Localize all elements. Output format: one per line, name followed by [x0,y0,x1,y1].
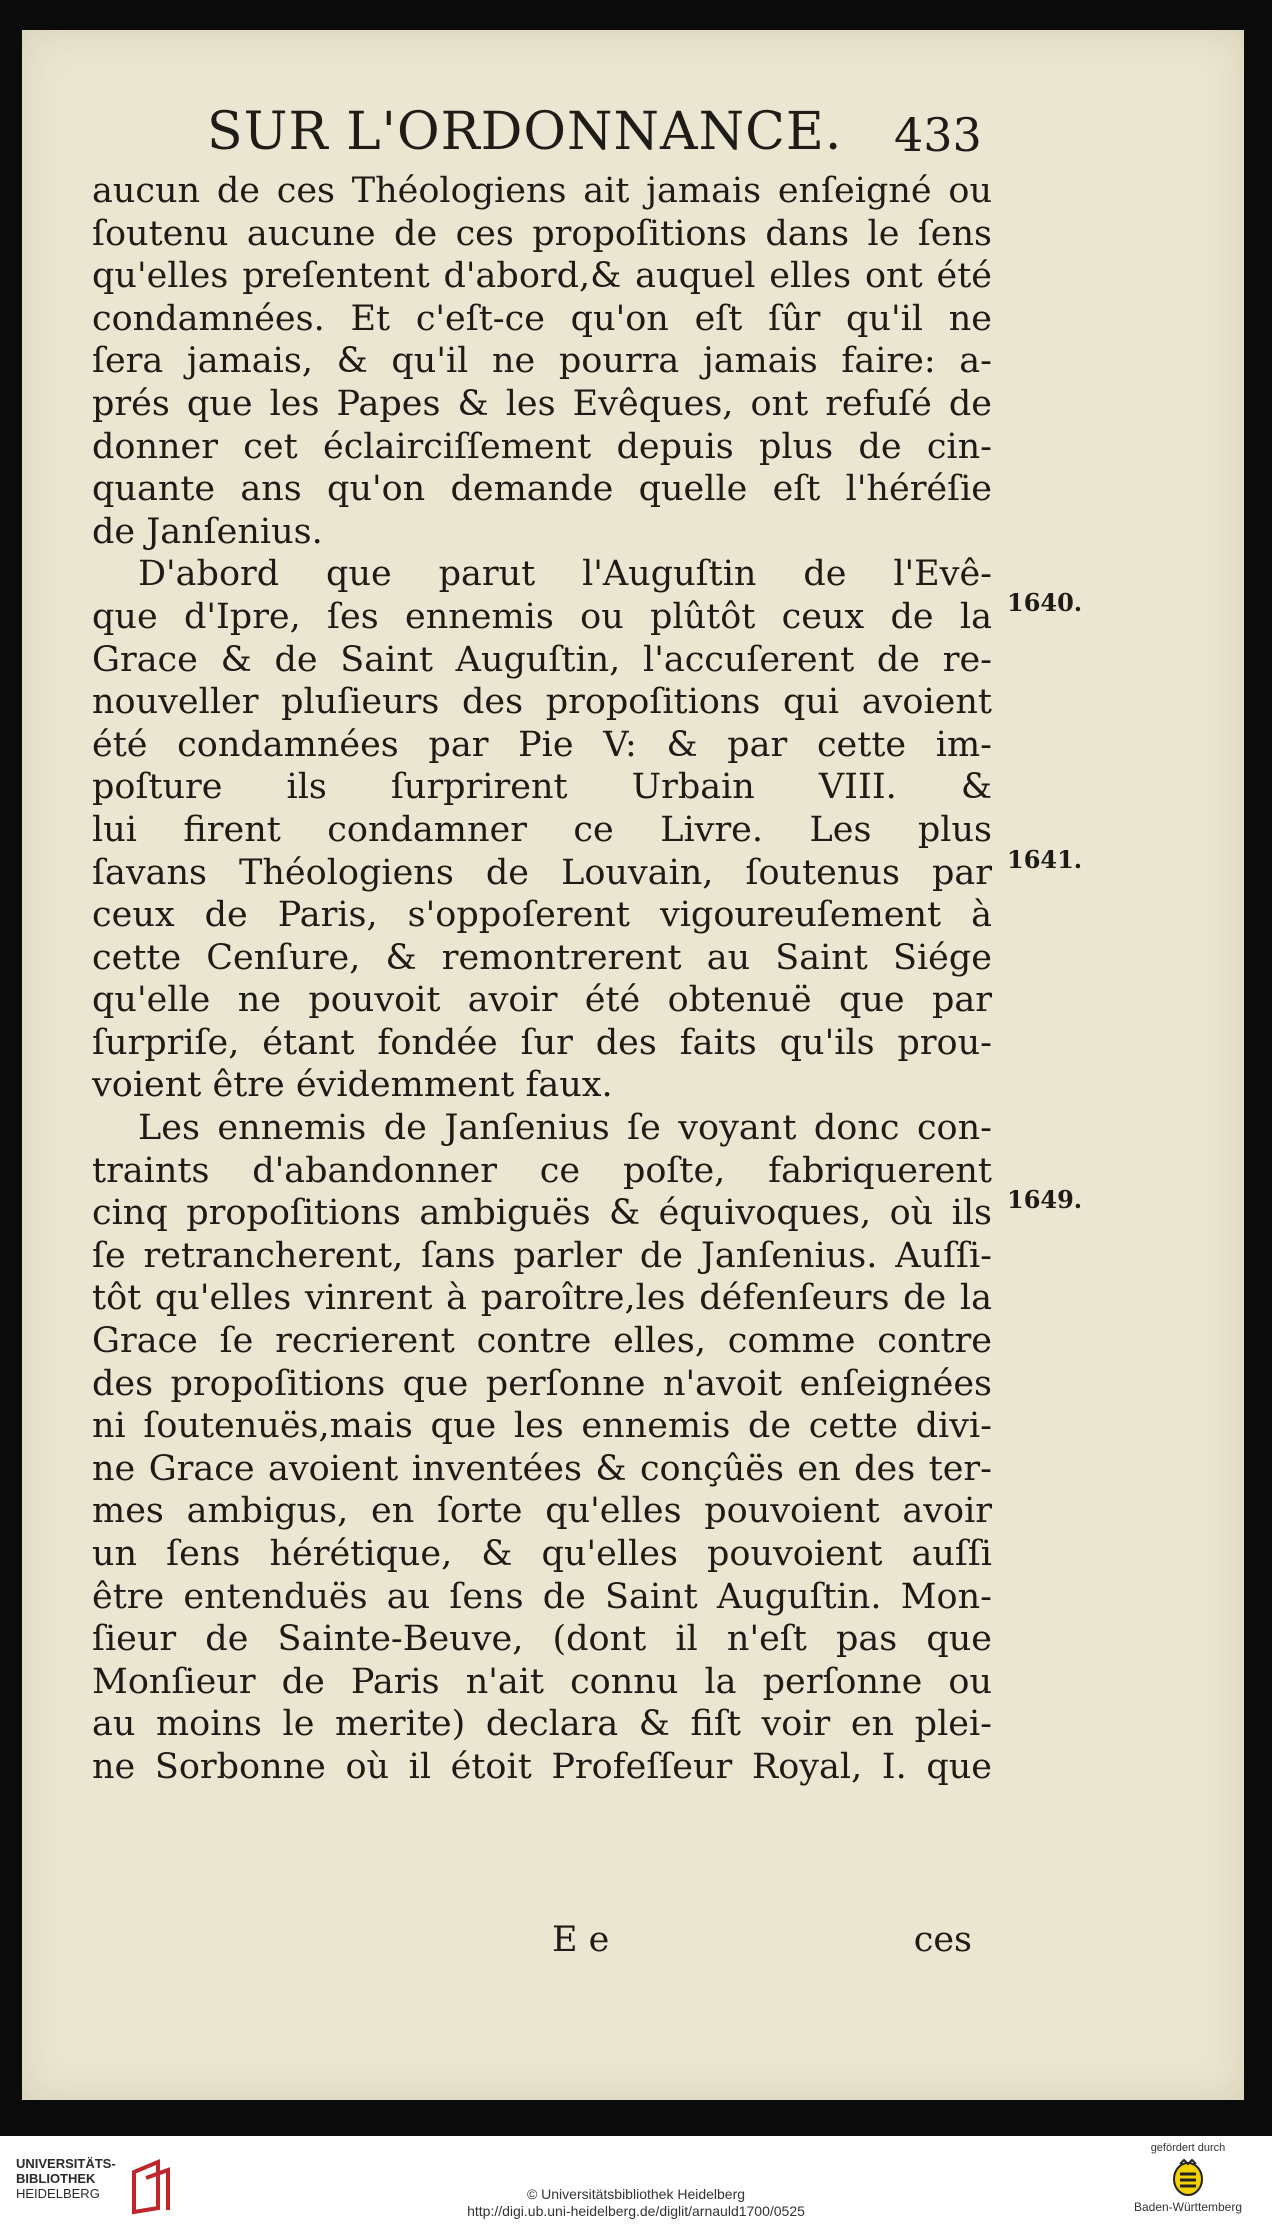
text-line: qu'elle ne pouvoit avoir été obtenuë que par [92,980,992,1021]
text-line: être entenduës au ſens de Saint Auguſtin. Mon- [92,1576,992,1617]
margin-note-year: 1649. [1007,1185,1083,1214]
sponsor-label: gefördert durch [1150,2142,1226,2154]
text-line: Les ennemis de Janſenius ſe voyant donc con- [138,1108,992,1149]
copyright-text: © Universitätsbibliothek Heidelberg [526,2186,746,2202]
text-line: Grace ſe recrierent contre elles, comme contre [92,1321,992,1362]
copyright-notice [0,2186,1272,2220]
text-line: donner cet éclairciſſement depuis plus de cin- [92,426,992,467]
text-line: ſoutenu aucune de ces propoſitions dans le ſens [92,213,992,254]
page-number: 433 [894,108,982,162]
signature-mark: E e [552,1920,610,1960]
text-line: cette Cenſure, & remontrerent au Saint Siége [92,937,992,978]
text-line: ſavans Théologiens de Louvain, ſoutenus par [92,852,992,893]
text-line: mes ambigus, en ſorte qu'elles pouvoient avoir [92,1491,992,1532]
footer [0,2136,1272,2228]
text-line: quante ans qu'on demande quelle eſt l'héréſie [92,469,992,510]
text-line: traints d'abandonner ce poſte, fabriquerent [92,1150,992,1191]
state-crest-icon [1168,2158,1208,2198]
book-page [22,30,1244,2100]
library-name-line: UNIVERSITÄTS- [16,2156,116,2171]
library-name-line: BIBLIOTHEK [16,2171,96,2186]
text-line: de Janſenius. [92,511,323,552]
text-line: ceux de Paris, s'oppoſerent vigoureuſement à [92,895,992,936]
text-line: ſieur de Sainte-Beuve, (dont il n'eſt pas que [92,1619,992,1660]
text-line: Grace & de Saint Auguſtin, l'accuſerent de re- [92,639,992,680]
margin-note-year: 1641. [1007,845,1083,874]
text-line: condamnées. Et c'eſt-ce qu'on eſt ſûr qu'il ne [92,298,992,339]
text-line: D'abord que parut l'Auguſtin de l'Evê- [138,554,992,595]
text-line: des propoſitions que perſonne n'avoit enſeignées [92,1363,992,1404]
text-line: été condamnées par Pie V: & par cette im- [92,724,992,765]
text-line: qu'elles preſentent d'abord,& auquel elles ont été [92,256,992,297]
sponsor-name: Baden-Württemberg [1133,2200,1243,2214]
running-head: SUR L'ORDONNANCE. [207,102,843,162]
text-line: au moins le merite) declara & fiſt voir en plei- [92,1704,992,1745]
source-url[interactable]: http://digi.ub.uni-heidelberg.de/diglit/arnauld1700/0525 [467,2203,805,2219]
text-line: un ſens hérétique, & qu'elles pouvoient auſſi [92,1534,992,1574]
text-line: tôt qu'elles vinrent à paroître,les défenſeurs de la [92,1278,992,1319]
text-line: poſture ils ſurprirent Urbain VIII. & [92,767,992,808]
body-text [92,170,992,1789]
text-line: prés que les Papes & les Evêques, ont refuſé de [92,383,992,424]
text-line: cinq propoſitions ambiguës & équivoques, où ils [92,1193,992,1234]
text-line: voient être évidemment faux. [92,1065,613,1106]
margin-note-year: 1640. [1007,588,1083,617]
text-line: aucun de ces Théologiens ait jamais enſeigné ou [92,171,992,211]
text-line: nouveller pluſieurs des propoſitions qui avoient [92,682,992,723]
text-line: que d'Ipre, ſes ennemis ou plûtôt ceux de la [92,596,992,637]
text-line: lui firent condamner ce Livre. Les plus [92,809,992,850]
text-line: ſurpriſe, étant fondée ſur des faits qu'ils prou- [92,1022,992,1063]
text-line: Monſieur de Paris n'ait connu la perſonne ou [92,1661,992,1702]
text-line: ni ſoutenuës,mais que les ennemis de cette divi- [92,1406,992,1447]
text-line: ſera jamais, & qu'il ne pourra jamais faire: a- [92,341,992,382]
catchword: ces [913,1920,972,1960]
text-line: ne Sorbonne où il étoit Profeſſeur Royal, I. que [92,1746,992,1787]
library-name-line: HEIDELBERG [16,2186,100,2201]
text-line: ſe retrancherent, ſans parler de Janſenius. Auſſi- [92,1235,992,1276]
sponsor-block [1118,2142,1258,2214]
text-line: ne Grace avoient inventées & conçûës en des ter- [92,1448,992,1489]
